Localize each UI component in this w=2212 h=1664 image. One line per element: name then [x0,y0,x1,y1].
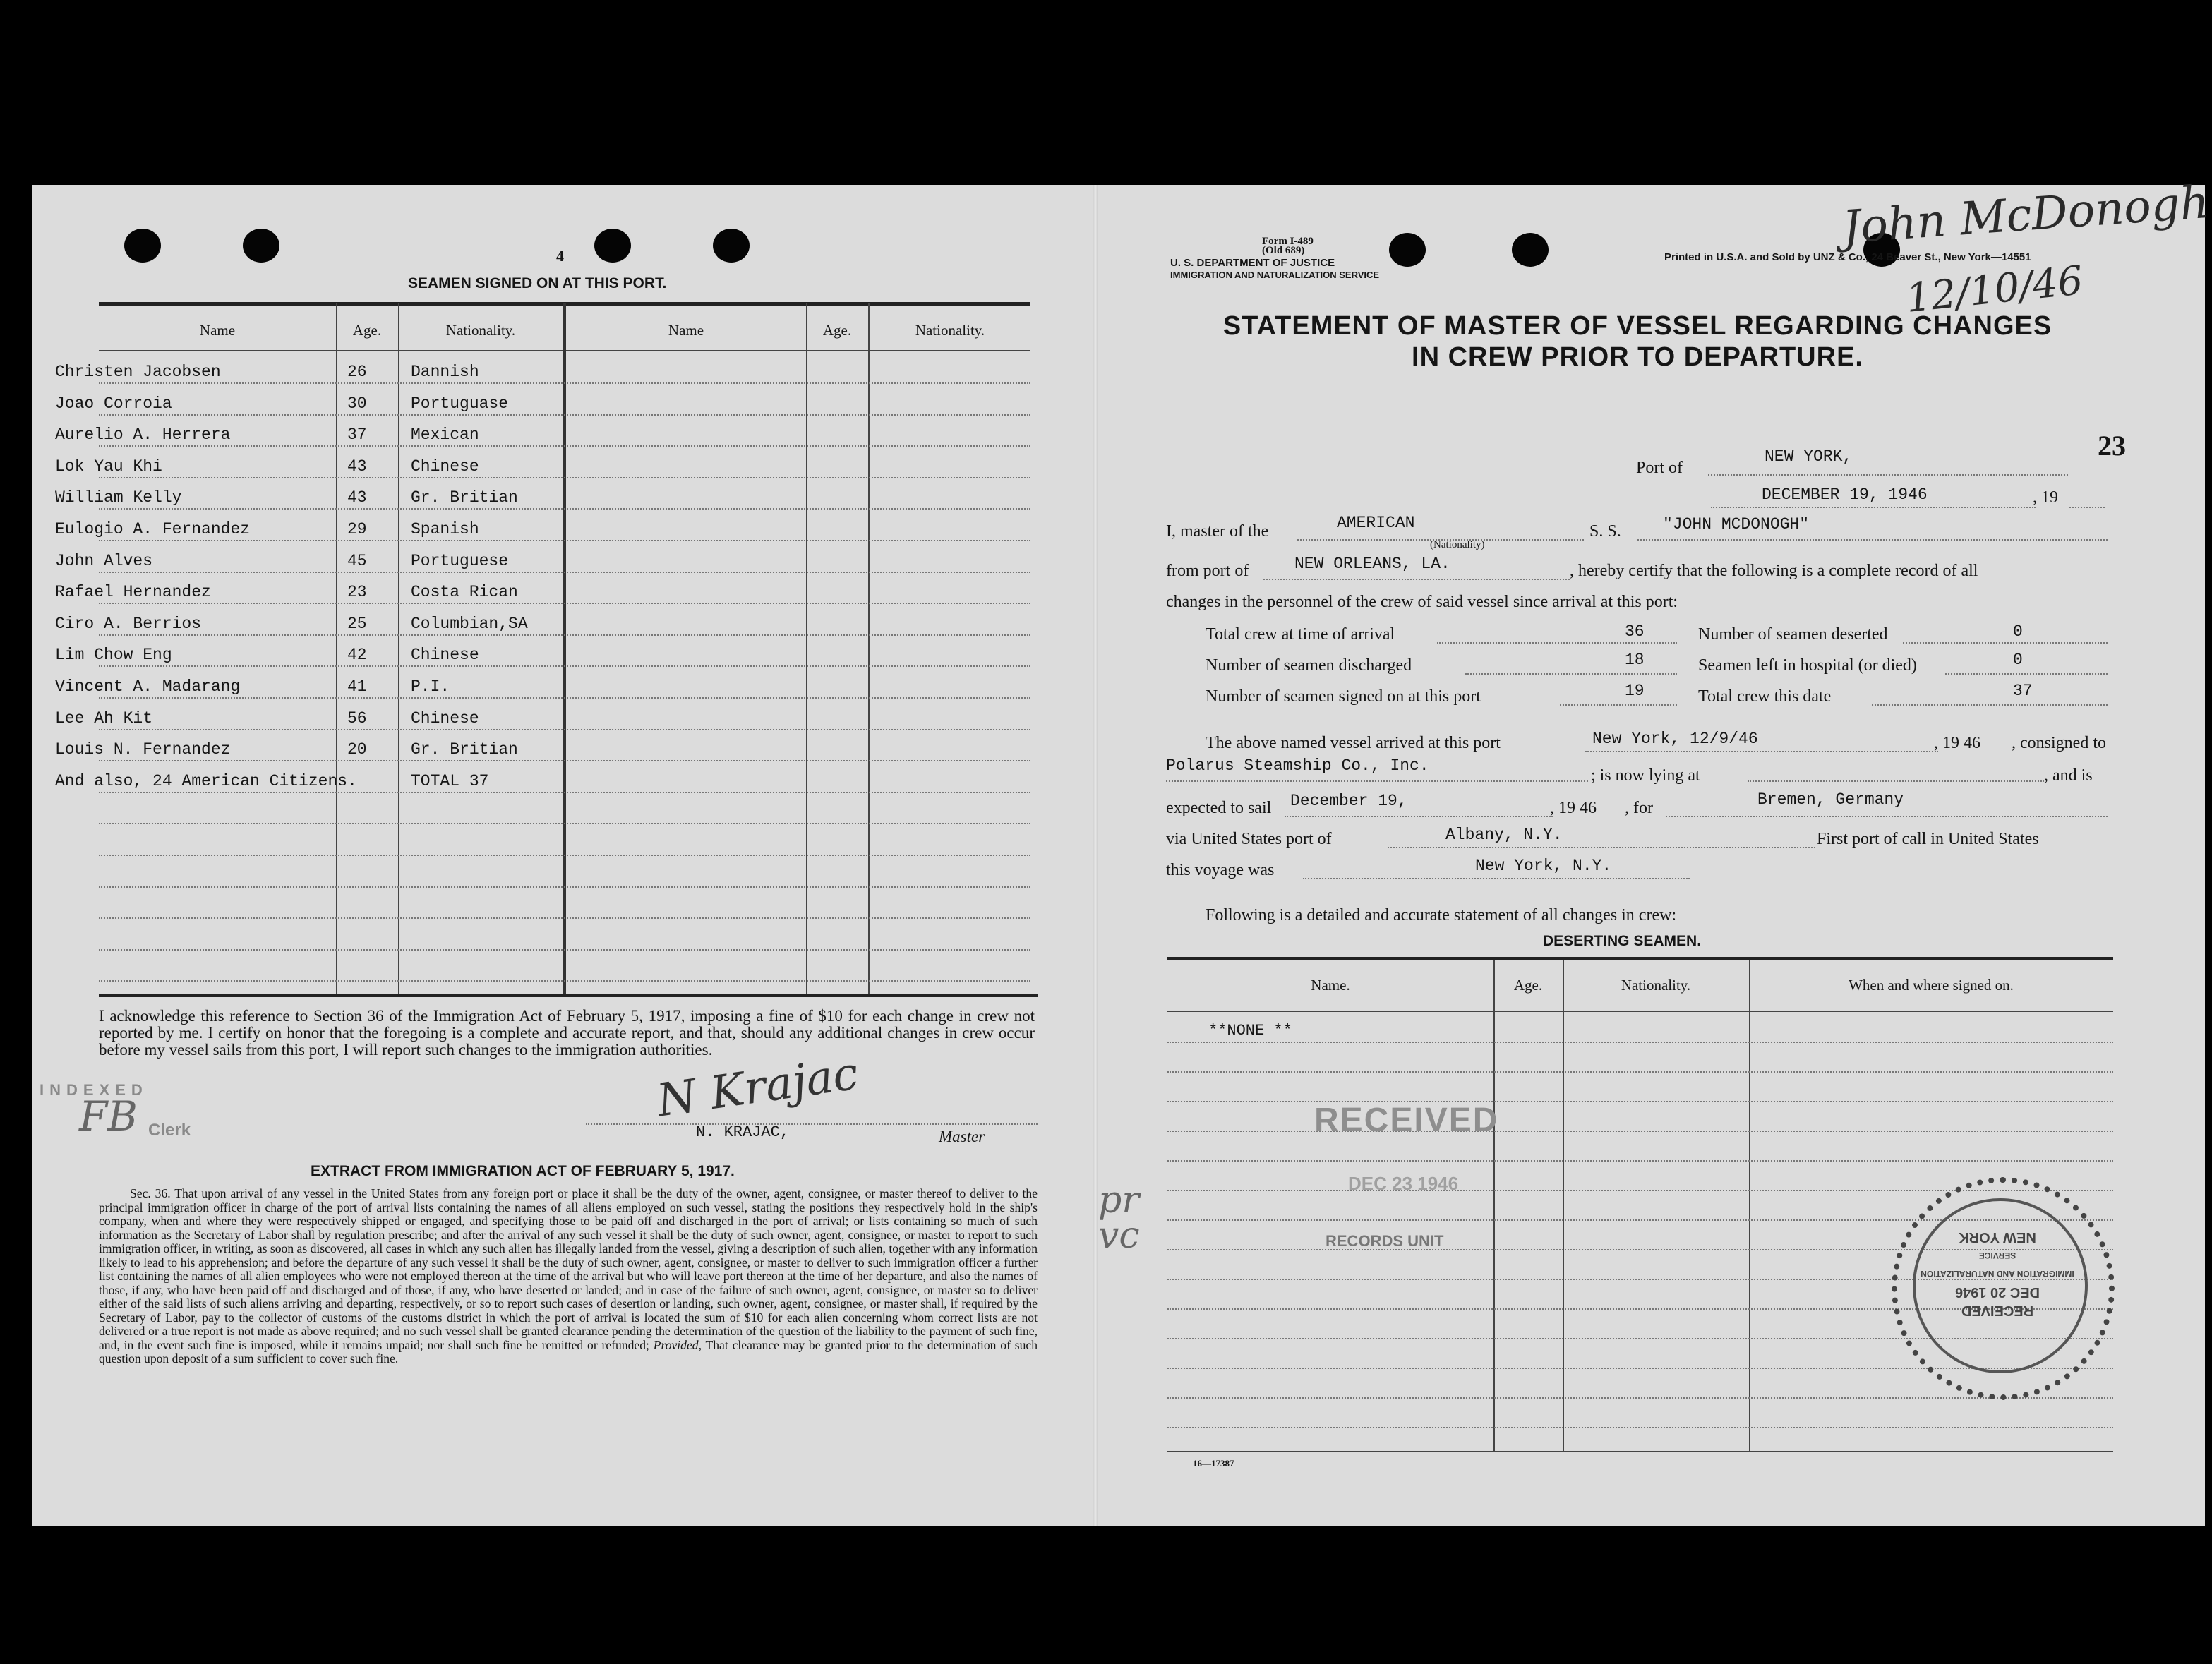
date-value: DECEMBER 19, 1946 [1762,486,1928,504]
row-rule [1167,1101,2113,1102]
arrived-year: , 19 46 [1934,734,1980,752]
cell-name: Lok Yau Khi [55,457,162,476]
row-rule [99,792,1030,793]
for-label: , for [1625,799,1653,817]
cell-age: 29 [347,520,367,538]
master-signature: N Krajac [654,1047,862,1128]
via-value: Albany, N.Y. [1445,826,1563,844]
cell-nationality: Portuguese [411,552,509,570]
indexed-stamp: INDEXED [40,1081,148,1099]
column-header: Nationality. [445,322,516,339]
port-of-label: Port of [1636,459,1683,477]
row-rule [99,382,1030,384]
this-voyage-value: New York, N.Y. [1475,857,1612,875]
signed-on-value: 19 [1625,682,1645,700]
cell-age: 56 [347,709,367,728]
desert-column-header: Nationality. [1621,977,1691,994]
received-stamp: RECEIVED [1314,1102,1499,1139]
row-rule [99,665,1030,667]
row-rule [1167,1042,2113,1043]
cell-name: Lim Chow Eng [55,646,172,664]
clerk-initials: FB [79,1092,138,1140]
row-rule [99,603,1030,604]
cell-nationality: Chinese [411,709,479,728]
first-port-label: First port of call in United States [1817,830,2039,848]
cell-name: Christen Jacobsen [55,363,221,381]
row-rule [99,760,1030,761]
cell-nationality: Spanish [411,520,479,538]
row-rule [99,445,1030,447]
row-rule [99,823,1030,824]
row-rule [99,697,1030,699]
hospital-value: 0 [2013,651,2023,669]
arrived-label: The above named vessel arrived at this port [1206,734,1501,752]
date-suffix: , 19 [2033,488,2058,507]
cell-nationality: Mexican [411,426,479,444]
acknowledgement-text: I acknowledge this reference to Section 36 of the Immigration Act of February 5, 1917, imposing a fine of $10 for each change in crew not reported by me. I certify on honor that the foregoing is a complete and accurate report, and that, should any additional changes in crew occur before my vessel sails from this port, I will report such changes to the immigration authorities. [99,1007,1035,1059]
expected-label: expected to sail [1166,799,1272,817]
ship-name: "JOHN MCDONOGH" [1663,515,1810,533]
total-date-value: 37 [2013,682,2033,700]
row-rule [99,980,1030,982]
row-rule [1167,1160,2113,1162]
cell-age: 43 [347,488,367,507]
cell-age: 26 [347,363,367,381]
cell-name: Louis N. Fernandez [55,740,231,759]
clerk-label: Clerk [148,1121,191,1140]
consignee: Polarus Steamship Co., Inc. [1166,756,1429,775]
punch-hole [243,229,279,263]
column-header: Age. [822,322,852,339]
expected-year: , 19 46 [1550,799,1597,817]
vessel-nationality: AMERICAN [1337,514,1415,532]
row-rule [1167,1131,2113,1132]
total-arrival-value: 36 [1625,622,1645,641]
round-stamp-text: RECEIVED DEC 20 1946 IMMIGRATION AND NATURALIZATION SERVICE NEW YORK [1921,1229,2074,1318]
row-rule [99,414,1030,416]
punch-hole [594,229,631,263]
cell-name: John Alves [55,552,153,570]
cell-age: 45 [347,552,367,570]
page-number: 4 [556,247,564,265]
row-rule [1167,1397,2113,1399]
row-rule [1167,1071,2113,1073]
footer-code: 16—17387 [1193,1458,1234,1469]
column-header: Name [668,322,704,339]
printer-note: Printed in U.S.A. and Sold by UNZ & Co., 24 Beaver St., New York—14551 [1664,251,2031,263]
deserting-heading: DESERTING SEAMEN. [1543,933,1702,949]
sheet-number: 23 [2098,430,2126,462]
records-unit-stamp: RECORDS UNIT [1326,1232,1444,1250]
cell-age: 41 [347,677,367,696]
discharged-label: Number of seamen discharged [1206,656,1412,675]
from-port-value: NEW ORLEANS, LA. [1294,555,1450,573]
page-fold [1093,185,1098,1526]
column-header: Name [199,322,236,339]
expected-value: December 19, [1290,792,1407,810]
row-rule [99,477,1030,478]
cell-age: 23 [347,583,367,601]
service: IMMIGRATION AND NATURALIZATION SERVICE [1170,270,1380,280]
cell-nationality: Chinese [411,457,479,476]
cell-nationality: P.I. [411,677,450,696]
certify-text: , hereby certify that the following is a complete record of all [1570,562,1978,580]
hospital-label: Seamen left in hospital (or died) [1698,656,1917,675]
master-name: N. KRAJAC, [696,1123,790,1141]
handwritten-initials: pr vc [1098,1179,1140,1257]
row-rule [99,917,1030,919]
received-date: DEC 23 1946 [1348,1173,1459,1194]
master-of-label: I, master of the [1166,522,1269,541]
cell-name: Aurelio A. Herrera [55,426,231,444]
row-rule [1167,1427,2113,1428]
deserted-label: Number of seamen deserted [1698,625,1888,644]
cell-nationality: Gr. Britian [411,488,518,507]
punch-hole [713,229,750,263]
cell-age: 43 [347,457,367,476]
cell-nationality: Gr. Britian [411,740,518,759]
row-rule [99,508,1030,510]
cell-name: Lee Ah Kit [55,709,153,728]
cell-name: William Kelly [55,488,182,507]
desert-column-header: Name. [1311,977,1350,994]
from-port-label: from port of [1166,562,1249,580]
form-title: STATEMENT OF MASTER OF VESSEL REGARDING CHANGES IN CREW PRIOR TO DEPARTURE. [1222,311,2052,372]
row-rule [99,634,1030,636]
row-rule [99,572,1030,573]
cell-nationality: Chinese [411,646,479,664]
destination: Bremen, Germany [1757,790,1904,809]
via-label: via United States port of [1166,830,1332,848]
row-rule [99,886,1030,888]
cell-name: Joao Corroia [55,394,172,413]
cell-nationality: TOTAL 37 [411,772,489,790]
total-arrival-label: Total crew at time of arrival [1206,625,1395,644]
cell-age: 42 [347,646,367,664]
port-of-value: NEW YORK, [1765,447,1853,466]
following-text: Following is a detailed and accurate statement of all changes in crew: [1206,906,1677,924]
row-rule [99,949,1030,951]
punch-hole [124,229,161,263]
and-is-label: , and is [2044,766,2093,785]
extract-body: Sec. 36. That upon arrival of any vessel in the United States from any foreign port or place it shall be the duty of the owner, agent, consignee, or master thereof to deliver to the principal immigration officer in charge of the port of arrival lists containing the names of all aliens employed on such vessel, stating the positions they respectively hold in the ship's company, when and where they were respectively shipped or engaged, and specifying those to be paid off and discharged in the port of arrival; or lists containing so much of such information as the Secretary of Labor shall by regulation prescribe; and after the arrival of any such vessel it shall be the duty of such owner, agent, consignee, or master to report to such immigration officer, in writing, as soon as discovered, all cases in which any such alien has illegally landed from the vessel, giving a description of such alien, together with any information likely to lead to his apprehension; and before the departure of any such vessel it shall be the duty of such owner, agent, consignee, or master to deliver to such immigration officer a further list containing the names of all alien employees who were not employed thereon at the time of the arrival but who will leave port thereon at the time of her departure, and also the names of those, if any, who have been paid off and discharged and of those, if any, who have deserted or landed; and in case of the failure of such owner, agent, consignee, or master so to deliver either of the said lists of such aliens arriving and departing, respectively, or so to report such cases of desertion or landing, such owner, agent, consignee, or master shall, if required by the Secretary of Labor, pay to the collector of customs of the customs district in which the port of arrival is located the sum of $10 for each alien concerning whom correct lists are not delivered or a true report is not made as above required; and no such vessel shall be granted clearance pending the determination of the question of the liability to the payment of such fine, and, in the event such fine is imposed, while it remains unpaid; nor shall such fine be remitted or refunded; Provided, That clearance may be granted prior to the determination of such question upon deposit of a sum sufficient to cover such fine. [99,1186,1038,1365]
cell-age: 25 [347,615,367,633]
cell-age: 20 [347,740,367,759]
changes-text: changes in the personnel of the crew of said vessel since arrival at this port: [1166,593,1678,611]
cell-name: Ciro A. Berrios [55,615,202,633]
cell-nationality: Dannish [411,363,479,381]
desert-column-header: Age. [1513,977,1543,994]
punch-hole [1512,233,1549,267]
extract-title: EXTRACT FROM IMMIGRATION ACT OF FEBRUARY 5, 1917. [311,1163,735,1179]
cell-name: Vincent A. Madarang [55,677,241,696]
none-entry: **NONE ** [1208,1022,1292,1039]
ss-label: S. S. [1589,522,1621,541]
master-label: Master [939,1128,985,1145]
section-heading: SEAMEN SIGNED ON AT THIS PORT. [408,275,667,291]
discharged-value: 18 [1625,651,1645,669]
deserted-value: 0 [2013,622,2023,641]
row-rule [99,855,1030,856]
row-rule [99,729,1030,730]
column-header: Age. [352,322,382,339]
cell-name: Eulogio A. Fernandez [55,520,251,538]
column-header: Nationality. [915,322,985,339]
consigned-label: , consigned to [2012,734,2106,752]
cell-name: Rafael Hernandez [55,583,211,601]
cell-nationality: Columbian,SA [411,615,528,633]
arrived-value: New York, 12/9/46 [1592,730,1758,748]
cell-nationality: Costa Rican [411,583,518,601]
nationality-caption: (Nationality) [1430,539,1485,550]
cell-name: And also, 24 American Citizens. [55,772,357,790]
row-rule [99,540,1030,541]
cell-nationality: Portuguase [411,394,509,413]
lying-label: ; is now lying at [1591,766,1700,785]
desert-column-header: When and where signed on. [1849,977,2014,994]
cell-age: 30 [347,394,367,413]
handwritten-date: 12/10/46 [1904,258,2086,322]
handwritten-name: John McDonogh [1841,176,2211,255]
form-number: Form I-489 (Old 689) [1262,236,1314,256]
signed-on-label: Number of seamen signed on at this port [1206,687,1481,706]
department: U. S. DEPARTMENT OF JUSTICE [1170,257,1335,269]
this-voyage-label: this voyage was [1166,861,1275,879]
punch-hole [1389,233,1426,267]
total-date-label: Total crew this date [1698,687,1832,706]
cell-age: 37 [347,426,367,444]
